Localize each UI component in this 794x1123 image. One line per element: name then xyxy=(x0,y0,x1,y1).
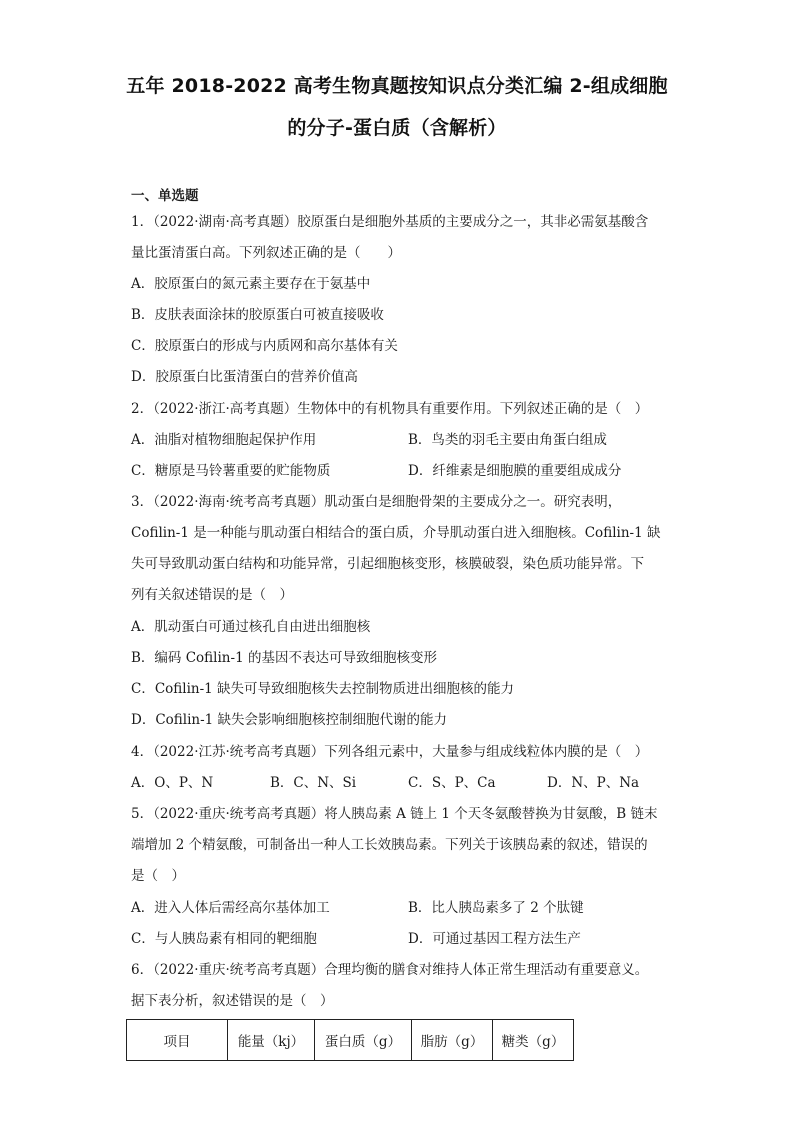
nutrition-table xyxy=(126,1019,574,1061)
question-5-option-b: B．比人胰岛素多了 2 个肽键 xyxy=(408,900,584,916)
question-1-stem-line-2: 量比蛋清蛋白高。下列叙述正确的是（ ） xyxy=(131,245,401,261)
question-3-stem-line-1: 3．（2022·海南·统考高考真题）肌动蛋白是细胞骨架的主要成分之一。研究表明， xyxy=(131,494,622,510)
document-title-line-2: 的分子-蛋白质（含解析） xyxy=(287,117,507,139)
question-5-option-d: D．可通过基因工程方法生产 xyxy=(408,931,581,947)
question-5-option-c: C．与人胰岛素有相同的靶细胞 xyxy=(131,931,317,947)
table-header-cell: 糖类（g） xyxy=(493,1020,574,1061)
table-header-cell: 蛋白质（g） xyxy=(315,1020,412,1061)
question-3-option-c: C．Cofilin-1 缺失可导致细胞核失去控制物质进出细胞核的能力 xyxy=(131,681,515,697)
question-1-option-c: C．胶原蛋白的形成与内质网和高尔基体有关 xyxy=(131,338,398,354)
question-2-stem: 2．（2022·浙江·高考真题）生物体中的有机物具有重要作用。下列叙述正确的是（ ） xyxy=(131,401,649,417)
question-3-option-b: B．编码 Cofilin-1 的基因不表达可导致细胞核变形 xyxy=(131,650,437,666)
table-header-cell: 能量（kj） xyxy=(228,1020,315,1061)
question-1-stem-line-1: 1．（2022·湖南·高考真题）胶原蛋白是细胞外基质的主要成分之一，其非必需氨基酸含 xyxy=(131,214,649,230)
question-4-option-c: C．S、P、Ca xyxy=(408,775,496,791)
question-2-option-d: D．纤维素是细胞膜的重要组成成分 xyxy=(408,463,622,479)
question-4-option-a: A．O、P、N xyxy=(131,775,214,791)
question-2-option-c: C．糖原是马铃薯重要的贮能物质 xyxy=(131,463,331,479)
question-2-option-a: A．油脂对植物细胞起保护作用 xyxy=(131,432,317,448)
question-2-option-b: B．鸟类的羽毛主要由角蛋白组成 xyxy=(408,432,607,448)
question-4-option-d: D．N、P、Na xyxy=(547,775,640,791)
question-6-stem-line-2: 据下表分析，叙述错误的是（ ） xyxy=(131,993,334,1009)
question-1-option-a: A．胶原蛋白的氮元素主要存在于氨基中 xyxy=(131,276,371,292)
question-5-stem-line-3: 是（ ） xyxy=(131,868,185,884)
section-heading: 一、单选题 xyxy=(131,188,199,204)
question-3-option-a: A．肌动蛋白可通过核孔自由进出细胞核 xyxy=(131,619,371,635)
question-3-stem-line-3: 失可导致肌动蛋白结构和功能异常，引起细胞核变形，核膜破裂，染色质功能异常。下 xyxy=(131,556,644,572)
question-5-stem-line-2: 端增加 2 个精氨酸，可制备出一种人工长效胰岛素。下列关于该胰岛素的叙述，错误的 xyxy=(131,837,648,853)
table-header-cell: 脂肪（g） xyxy=(412,1020,493,1061)
question-3-stem-line-2: Cofilin-1 是一种能与肌动蛋白相结合的蛋白质，介导肌动蛋白进入细胞核。Cofilin-1 缺 xyxy=(131,525,661,541)
question-3-option-d: D．Cofilin-1 缺失会影响细胞核控制细胞代谢的能力 xyxy=(131,712,448,728)
question-5-option-a: A．进入人体后需经高尔基体加工 xyxy=(131,900,330,916)
question-6-stem-line-1: 6．（2022·重庆·统考高考真题）合理均衡的膳食对维持人体正常生理活动有重要意义。 xyxy=(131,962,649,978)
document-title-line-1: 五年 2018-2022 高考生物真题按知识点分类汇编 2-组成细胞 xyxy=(126,75,668,97)
question-5-stem-line-1: 5．（2022·重庆·统考高考真题）将人胰岛素 A 链上 1 个天冬氨酸替换为甘氨酸，B 链末 xyxy=(131,806,658,822)
question-1-option-d: D．胶原蛋白比蛋清蛋白的营养价值高 xyxy=(131,369,358,385)
question-1-option-b: B．皮肤表面涂抹的胶原蛋白可被直接吸收 xyxy=(131,307,384,323)
question-4-option-b: B．C、N、Si xyxy=(270,775,357,791)
table-header-row xyxy=(127,1020,574,1061)
question-3-stem-line-4: 列有关叙述错误的是（ ） xyxy=(131,587,293,603)
table-header-cell: 项目 xyxy=(127,1020,228,1061)
question-4-stem: 4．（2022·江苏·统考高考真题）下列各组元素中，大量参与组成线粒体内膜的是（ ） xyxy=(131,744,649,760)
